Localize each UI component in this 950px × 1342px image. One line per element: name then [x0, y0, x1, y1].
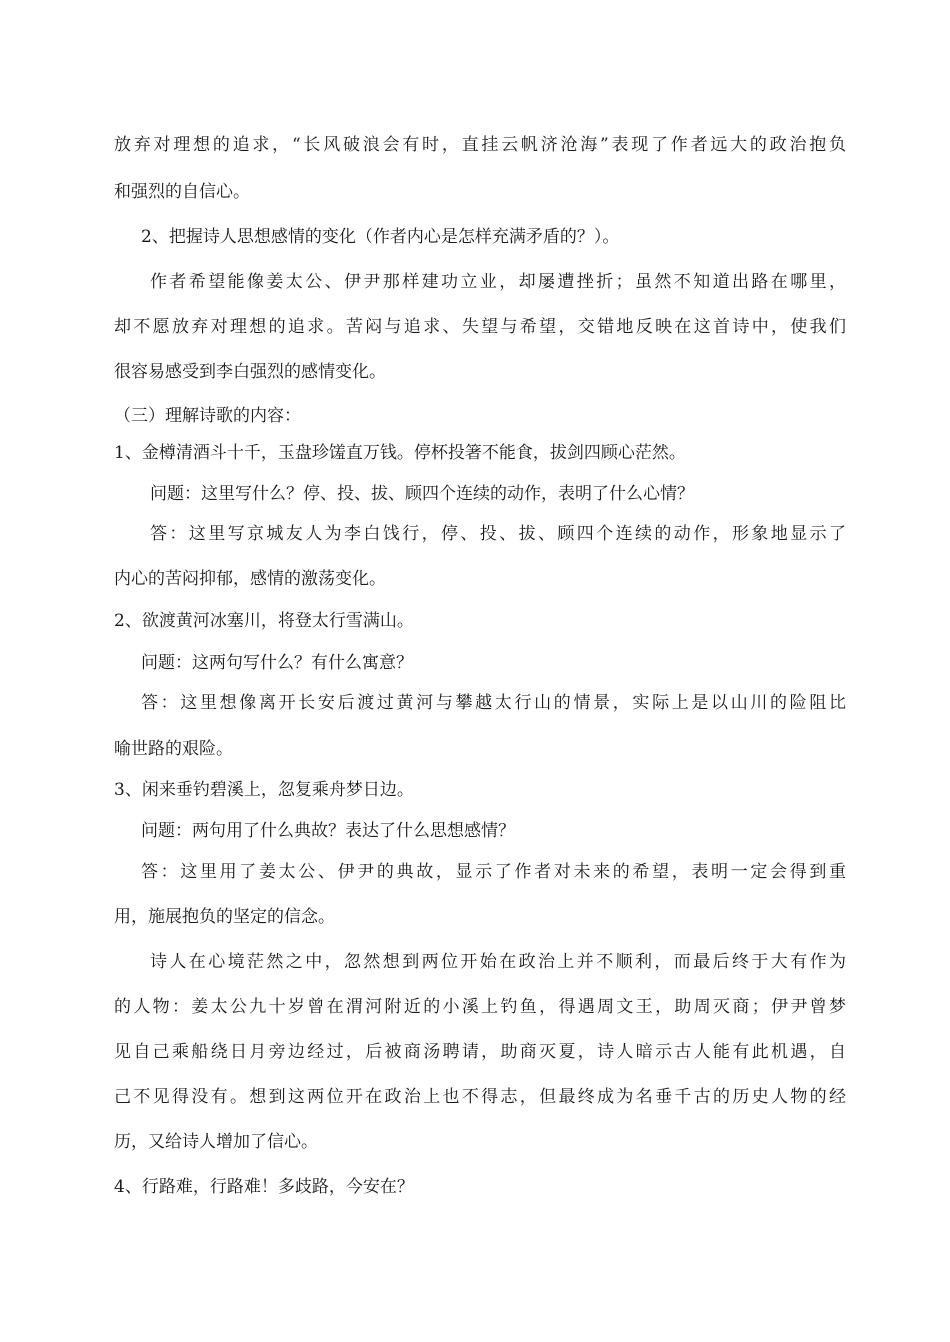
answer-line: 答：这里用了姜太公、伊尹的典故，显示了作者对未来的希望，表明一定会得到重 [141, 862, 846, 882]
answer-line: 内心的苦闷抑郁，感情的激荡变化。 [114, 569, 386, 589]
text-line: 却不愿放弃对理想的追求。苦闷与追求、失望与希望，交错地反映在这首诗中，使我们 [114, 317, 846, 337]
answer-line: 用，施展抱负的坚定的信念。 [114, 907, 335, 927]
poem-line: 3、闲来垂钓碧溪上，忽复乘舟梦日边。 [114, 780, 414, 800]
question-line: 问题：两句用了什么典故？表达了什么思想感情？ [141, 821, 515, 841]
text-line: 的人物：姜太公九十岁曾在渭河附近的小溪上钓鱼，得遇周文王，助周灭商；伊尹曾梦 [114, 997, 846, 1017]
text-line: 作者希望能像姜太公、伊尹那样建功立业，却屡遭挫折；虽然不知道出路在哪里， [150, 272, 846, 292]
poem-line: 4、行路难，行路难！多歧路，今安在？ [114, 1177, 414, 1197]
question-line: 问题：这里写什么？停、投、拔、顾四个连续的动作，表明了什么心情？ [150, 484, 694, 504]
text-line: 己不见得没有。想到这两位开在政治上也不得志，但最终成为名垂千古的历史人物的经 [114, 1087, 846, 1107]
text-line: 历，又给诗人增加了信心。 [114, 1132, 318, 1152]
question-line: 问题：这两句写什么？有什么寓意？ [141, 653, 413, 673]
text-line: 诗人在心境茫然之中，忽然想到两位开始在政治上并不顺利，而最后终于大有作为 [150, 952, 846, 972]
text-line: 和强烈的自信心。 [114, 182, 250, 202]
section-heading: 2、把握诗人思想感情的变化（作者内心是怎样充满矛盾的？）。 [141, 227, 620, 247]
section-heading: （三）理解诗歌的内容： [114, 406, 301, 426]
text-line: 很容易感受到李白强烈的感情变化。 [114, 362, 386, 382]
text-line: 见自己乘船绕日月旁边经过，后被商汤聘请，助商灭夏，诗人暗示古人能有此机遇，自 [114, 1042, 846, 1062]
answer-line: 喻世路的艰险。 [114, 739, 233, 759]
poem-line: 2、欲渡黄河冰塞川，将登太行雪满山。 [114, 611, 414, 631]
poem-line: 1、金樽清酒斗十千，玉盘珍馐直万钱。停杯投箸不能食，拔剑四顾心茫然。 [114, 443, 686, 463]
answer-line: 答：这里想像离开长安后渡过黄河与攀越太行山的情景，实际上是以山川的险阻比 [141, 693, 846, 713]
answer-line: 答：这里写京城友人为李白饯行，停、投、拔、顾四个连续的动作，形象地显示了 [150, 524, 846, 544]
text-line: 放弃对理想的追求，“长风破浪会有时，直挂云帆济沧海”表现了作者远大的政治抱负 [114, 135, 846, 155]
